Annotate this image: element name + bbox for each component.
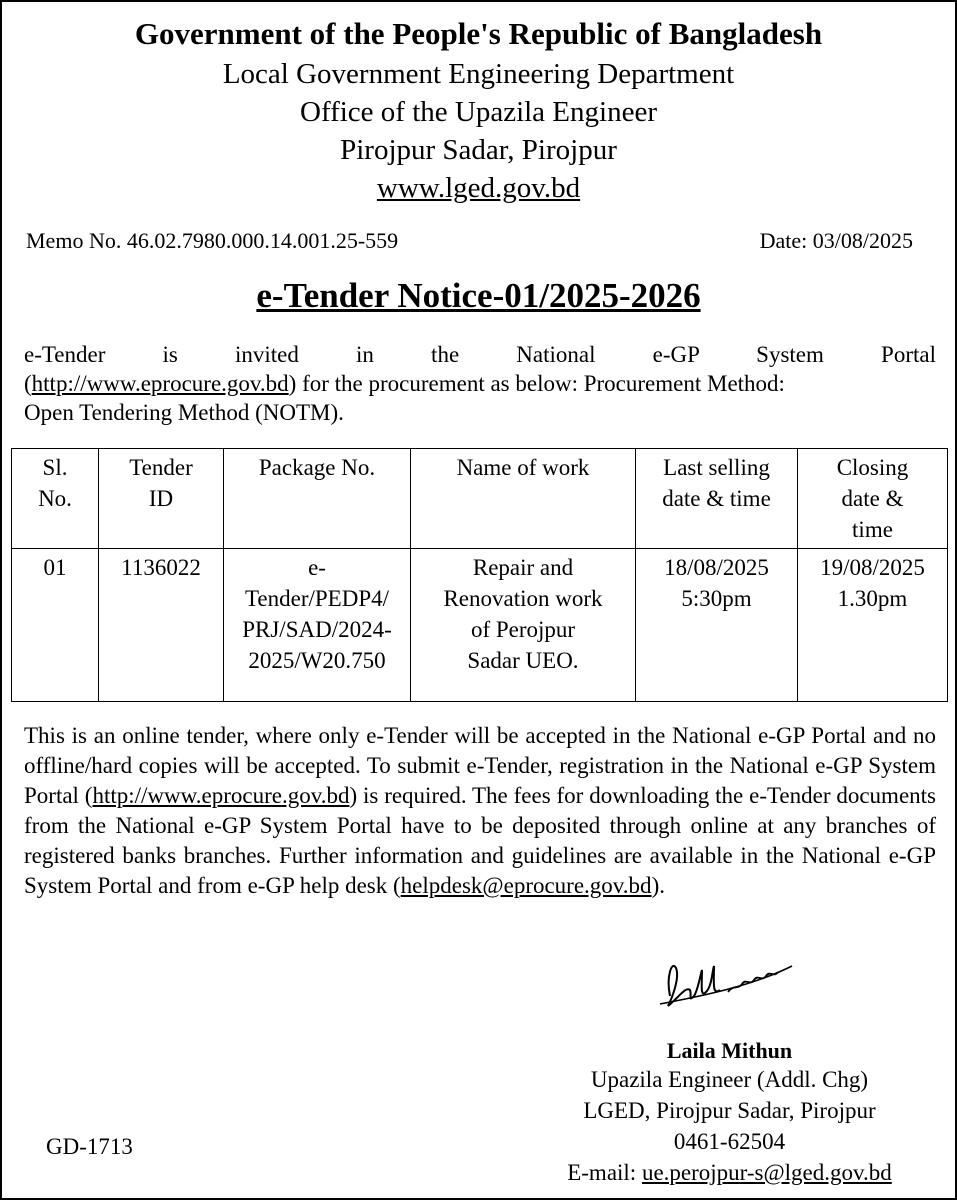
body-paragraph [24,721,936,901]
notice-title [2,276,955,316]
body-part-3: ). [651,873,665,898]
handwritten-signature [642,946,802,1016]
header-package: Package No. [224,449,411,549]
government-title: Government of the People's Republic of Bangladesh [134,16,823,51]
signatory-name: Laila Mithun [666,1038,793,1063]
body-part-1: This is an online tender, where only e-Tender will be accepted in the National e-GP Portal and no offline/hard copies will be accepted. To submit e-Tender, registration in the National e-GP System Portal ( [24,723,936,808]
signatory-office: LGED, Pirojpur Sadar, Pirojpur [583,1098,876,1123]
intro-paragraph [24,340,936,427]
intro-paren-open: ( [24,371,32,396]
signatory-designation: Upazila Engineer (Addl. Chg) [590,1067,869,1092]
cell-sl: 01 [12,549,99,702]
signatory-email [532,1160,927,1186]
cell-package: e- Tender/PEDP4/ PRJ/SAD/2024- 2025/W20.750 [224,549,411,702]
website-wrapper [2,172,955,205]
header-closing: Closing date & time [798,449,948,549]
email-label: E-mail: [567,1160,642,1185]
eprocure-link[interactable]: http://www.eprocure.gov.bd [31,371,289,396]
gd-number: GD-1713 [46,1134,133,1159]
website-link[interactable]: www.lged.gov.bd [376,172,581,204]
intro-line-2-rest: ) for the procurement as below: Procurement Method: [288,371,785,396]
eprocure-link-2[interactable]: http://www.eprocure.gov.bd [92,783,350,808]
memo-date: Date: 03/08/2025 [759,228,913,253]
header-tender-id: Tender ID [99,449,224,549]
helpdesk-email-link[interactable]: helpdesk@eprocure.gov.bd [400,873,652,898]
cell-closing: 19/08/2025 1.30pm [798,549,948,702]
office-location: Pirojpur Sadar, Pirojpur [340,134,617,166]
signatory-email-link[interactable]: ue.perojpur-s@lged.gov.bd [641,1160,892,1185]
intro-line-1: e-Tender is invited in the National e-GP System Portal [24,342,936,367]
tender-table [11,448,948,702]
cell-tender-id: 1136022 [99,549,224,702]
cell-work: Repair and Renovation work of Perojpur Sadar UEO. [411,549,636,702]
body-part-2: ) is required. The fees for downloading the e-Tender documents from the National e-GP System Portal have to be deposited through online at any branches of registered banks branches. Further information and guidelines are available in the National e-GP System Portal and from e-GP help desk ( [24,783,936,898]
header-last-selling: Last selling date & time [636,449,798,549]
signatory-phone: 0461-62504 [673,1129,786,1154]
table-header-row [12,449,948,549]
notice-title-text: e-Tender Notice-01/2025-2026 [256,276,701,315]
header-sl: Sl. No. [12,449,99,549]
table-row [12,549,948,702]
department-name: Local Government Engineering Department [222,58,735,90]
memo-number: Memo No. 46.02.7980.000.14.001.25-559 [26,228,399,253]
office-name: Office of the Upazila Engineer [300,96,657,128]
header-work: Name of work [411,449,636,549]
intro-line-3: Open Tendering Method (NOTM). [24,400,344,425]
cell-last-selling: 18/08/2025 5:30pm [636,549,798,702]
intro-line-2 [24,369,936,398]
